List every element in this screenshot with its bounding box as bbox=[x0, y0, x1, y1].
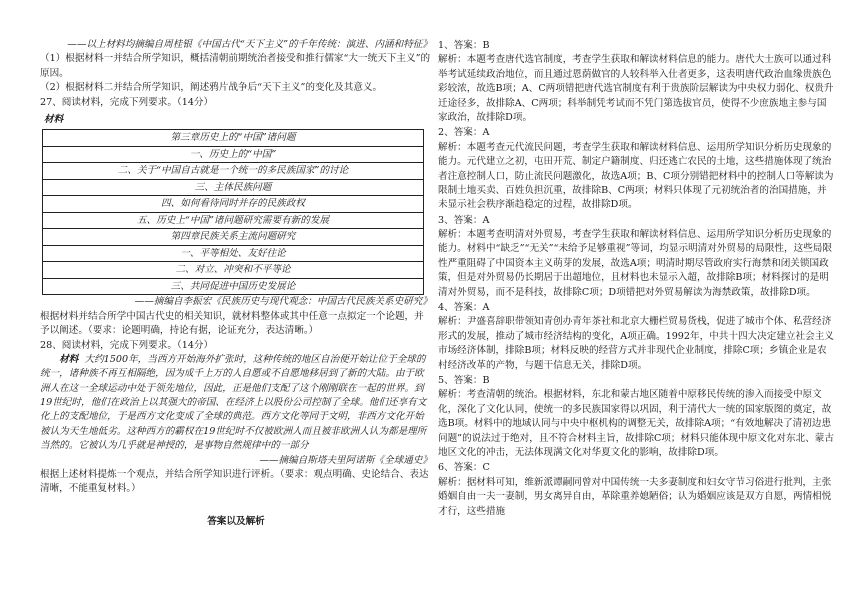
outline-row: 第三章历史上的“中国”诸问题 bbox=[43, 130, 423, 147]
chapter-outline-table bbox=[42, 129, 424, 295]
question-26-part-1: （1）根据材料一并结合所学知识，概括清朝前期统治者接受和推行儒家“大一统天下主义”的原因。 bbox=[40, 53, 431, 79]
material-source-3: ——摘编自斯塔夫里阿诺斯《全球通史》 bbox=[259, 454, 432, 466]
left-column bbox=[40, 0, 432, 529]
answer-2: 2、答案：A bbox=[438, 127, 490, 139]
question-28-requirement: 根据上述材料提炼一个观点，并结合所学知识进行评析。（要求：观点明确、史论结合、表达清晰，不能重复材料。） bbox=[40, 469, 429, 495]
outline-row: 五、历史上“中国”诸问题研究需要有新的发展 bbox=[43, 213, 423, 230]
outline-row: 一、历史上的“中国” bbox=[43, 147, 423, 164]
answer-3: 3、答案：A bbox=[438, 214, 490, 226]
explanation-4: 解析：尹盛喜辞职带领知青创办青年茶社和北京大栅栏贸易货栈，促进了城市个体、私营经济形式的发展，推动了城市经济结构的变化，A项正确。1992年，中共十四大决定建立社会主义市场经济体制，排除B项；材料反映的经营方式并非现代企业制度，排除C项；乡镇企业是农村经济改革的产物，与题干信息无关，排除D项。 bbox=[438, 316, 834, 371]
material-source-2: ——摘编自李振宏《民族历史与现代观念：中国古代民族关系史研究》 bbox=[134, 296, 432, 308]
outline-row: 二、关于“中国自古就是一个统一的多民族国家”的讨论 bbox=[43, 163, 423, 180]
explanation-3: 解析：本题考查明清对外贸易，考查学生获取和解读材料信息、运用所学知识分析历史现象的能力。材料中“缺乏”“无关”“未给予足够重视”等词，均显示明清对外贸易的局限性，这些局限性严重阻碍了中国资本主义萌芽的发展，故选A项；明清时期尽管政府实行海禁和闭关锁国政策，但是对外贸易仍长期居于出超地位，且材料也未显示入超，故排除B项；材料探讨的是明清对外贸易，而不是科技，故排除C项；D项错把对外贸易解读为海禁政策，故排除D项。 bbox=[438, 229, 832, 298]
material-2 bbox=[40, 353, 432, 454]
outline-row: 三、主体民族问题 bbox=[43, 180, 423, 197]
outline-row: 一、平等相处、友好往论 bbox=[43, 246, 423, 263]
explanation-6: 解析：据材料可知，维新派谭嗣同曾对中国传统一夫多妻制度和妇女守节习俗进行批判，主张婚姻自由一夫一妻制，男女离异自由，革除重养媳陋俗；认为婚姻应该是双方自愿，两情相悦才行，这些措施 bbox=[438, 476, 832, 517]
answer-4: 4、答案：A bbox=[438, 302, 490, 314]
material-source-1: ——以上材料均摘编自周桂银《中国古代“天下主义”的千年传统：演进、内涵和特征》 bbox=[67, 39, 432, 50]
question-28-heading: 28、阅读材料，完成下列要求。（14分） bbox=[40, 339, 214, 351]
answers-title: 答案以及解析 bbox=[207, 515, 265, 527]
question-27-heading: 27、阅读材料，完成下列要求。（14分） bbox=[40, 96, 214, 108]
answer-1: 1、答案：B bbox=[438, 40, 490, 51]
outline-row: 第四章民族关系主流问题研究 bbox=[43, 229, 423, 246]
material-2-label: 材料 bbox=[59, 353, 79, 365]
outline-row: 三、共同促进中国历史发展论 bbox=[170, 280, 296, 292]
outline-row: 四、如何看待同时并存的民族政权 bbox=[43, 196, 423, 213]
explanation-5: 解析：考查清朝的统治。根据材料，东北和蒙古地区随着中原移民传统的渗入而接受中原文化，深化了文化认同，使统一的多民族国家得以巩固，利于清代大一统的国家版图的奠定，故选B项。材料中的地域认同与中央中枢机构的调整无关，故排除A项；“有效地解决了清初边患问题”的说法过于绝对，且不符合材料主旨，故排除C项；材料只能体现中原文化对东北、蒙古地区文化的冲击，无法体现满文化对华夏文化的影响，故排除D项。 bbox=[438, 389, 834, 458]
right-column bbox=[438, 38, 834, 519]
outline-row: 二、对立、冲突和不平等论 bbox=[43, 262, 423, 279]
explanation-2: 解析：本题考查元代流民问题，考查学生获取和解读材料信息、运用所学知识分析历史现象的能力。元代建立之初，屯田开荒、制定户籍制度、归还逃亡农民的土地，这些措施体现了统治者注意控制人口，防止流民问题激化，故选A项；B、C项分别错把材料中的控制人口等解读为限制土地买卖、百姓负担沉重，故排除B、C两项；材料只体现了元初统治者的治国措施，并未显示社会秩序渐趋稳定的过程，故排除D项。 bbox=[438, 141, 834, 211]
answer-6: 6、答案：C bbox=[438, 462, 490, 474]
material-label: 材料 bbox=[44, 113, 64, 125]
material-2-text: 大约1500年，当西方开始海外扩张时，这种传统的地区自治便开始让位于全球的统一，诸种族不再互相隔绝，因为成千上万的人自愿或不自愿地移居到了新的大陆。由于欧洲人在这一全球运动中处于领先地位，因此，正是他们支配了这个刚刚联在一起的世界。到19世纪时，他们在政治上以其强大的帝国、在经济上以股份公司控制了全球。他们还享有文化上的支配地位，于是西方文化变成了全球的典范。西方文化等同于文明，非西方文化开始被认为天生地低劣。这种西方的霸权在19世纪时不仅被欧洲人而且被非欧洲人认为都是理所当然的。它被认为几乎就是神授的，是事物自然规律中的一部分 bbox=[40, 353, 427, 452]
question-26-part-2: （2）根据材料二并结合所学知识，阐述鸦片战争后“天下主义”的变化及其意义。 bbox=[40, 82, 383, 94]
question-27-requirement: 根据材料并结合所学中国古代史的相关知识，就材料整体或其中任意一点拟定一个论题，并予以阐述。（要求：论题明确，持论有据，论证充分，表达清晰。） bbox=[40, 310, 424, 337]
explanation-1: 解析：本题考查唐代选官制度，考查学生获取和解读材料信息的能力。唐代大士族可以通过科举考试延续政治地位，而且通过恩荫做官的人较科举入仕者更多，这表明唐代政治血缘贵族色彩较浓，故选B项；A、C两项错把唐代选官制度有利于贵族阶层解读为中央权力弱化、权贵升迁途径多，故排除A、C两项；科举制凭考试而不凭门第选拔官员，使得不少庶族地主参与国家政治，故排除D项。 bbox=[438, 54, 834, 123]
answer-5: 5、答案：B bbox=[438, 374, 490, 386]
